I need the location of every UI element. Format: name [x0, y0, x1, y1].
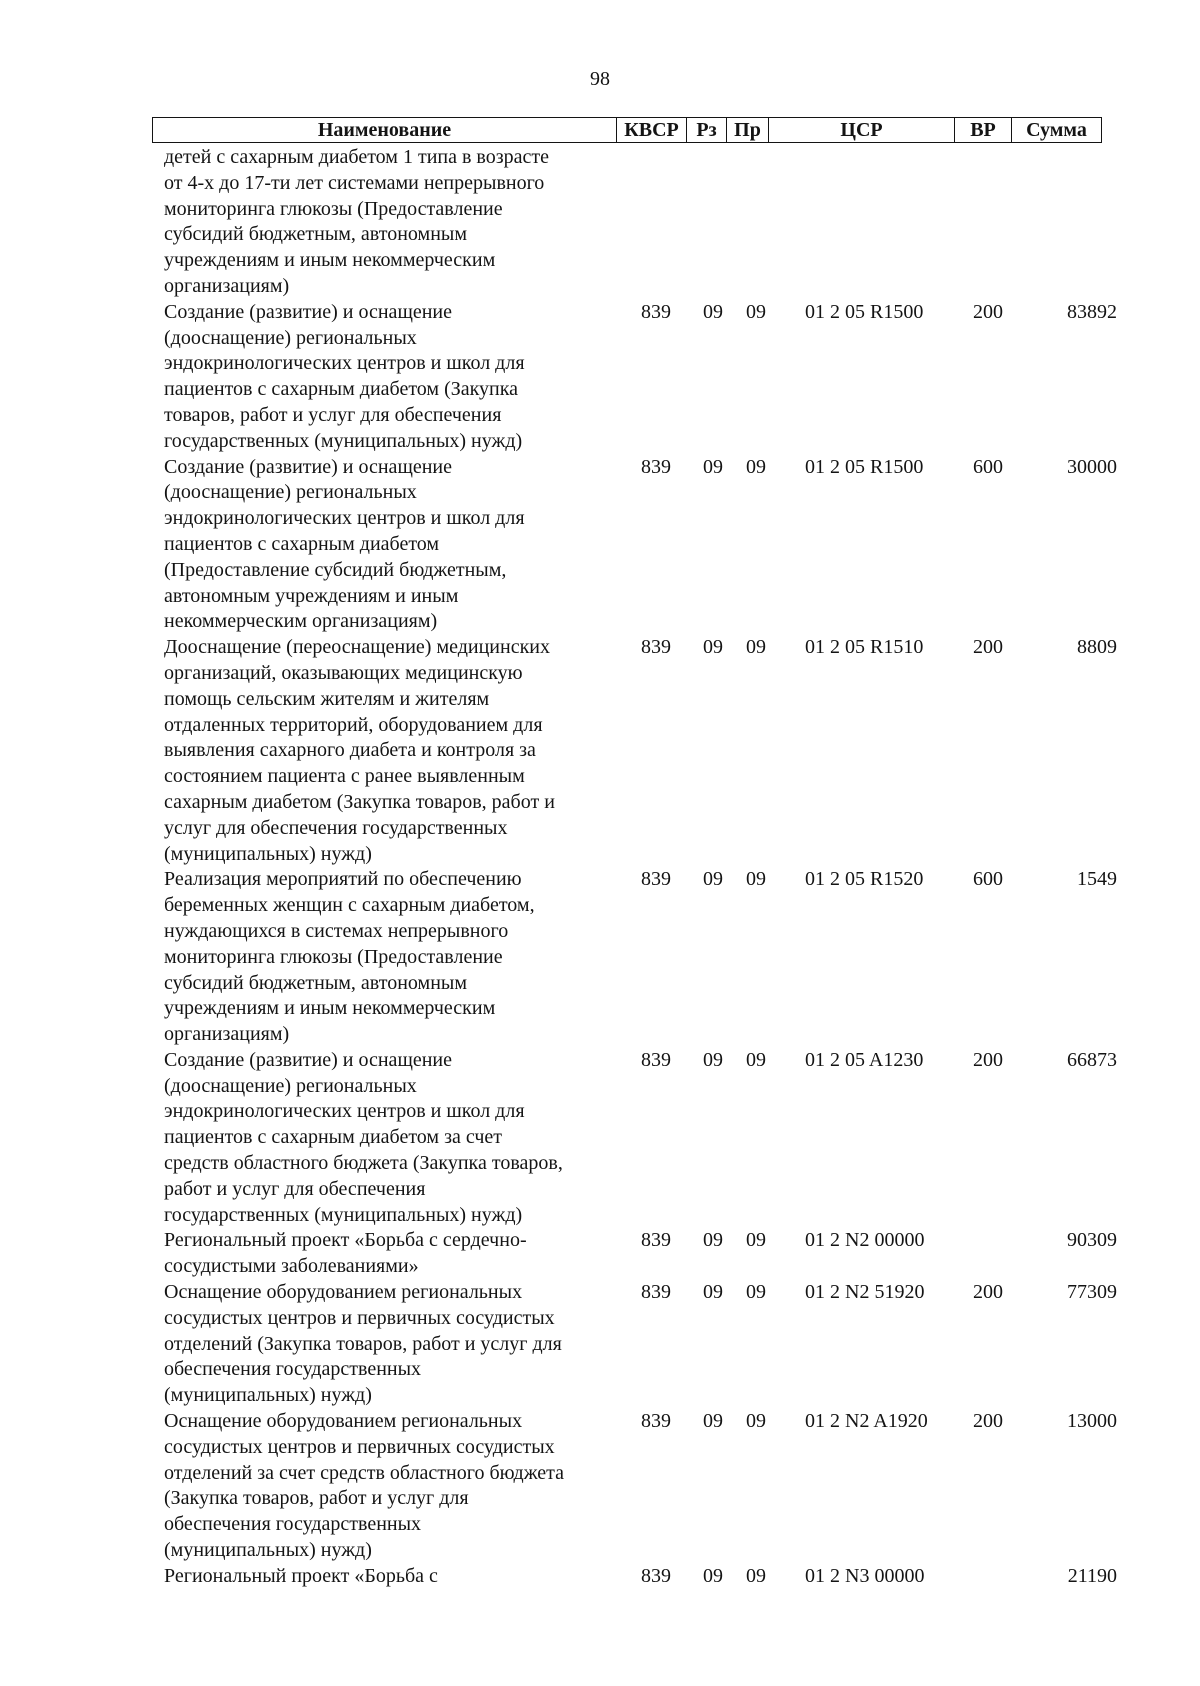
row-sum: 90309 — [1067, 1229, 1117, 1252]
row-rz: 09 — [703, 1564, 723, 1587]
table-row — [0, 635, 1200, 867]
row-sum: 30000 — [1067, 455, 1117, 478]
row-sum: 83892 — [1067, 300, 1117, 323]
row-pr: 09 — [746, 300, 766, 323]
row-rz: 09 — [703, 1229, 723, 1252]
row-name: Создание (развитие) и оснащение (дооснащение) региональных эндокринологических центров и школ для пациентов с сахарным диабетом (Предоставление субсидий бюджетным, автономным учреждениям и иным некоммерческим организациям) — [164, 455, 525, 633]
row-name: Оснащение оборудованием региональных сосудистых центров и первичных сосудистых отделений за счет средств областного бюджета (Закупка товаров, работ и услуг для обеспечения государственных (муниципальных) нужд) — [164, 1410, 565, 1562]
row-vr: 600 — [973, 455, 1003, 478]
row-sum: 1549 — [1077, 868, 1117, 891]
row-pr: 09 — [746, 868, 766, 891]
header-pr: Пр — [727, 118, 769, 142]
row-pr: 09 — [746, 1281, 766, 1304]
row-csr: 01 2 05 R1520 — [805, 868, 924, 891]
table-row — [0, 867, 1200, 1048]
row-csr: 01 2 05 R1500 — [805, 300, 924, 323]
row-vr: 600 — [973, 868, 1003, 891]
page-number: 98 — [590, 68, 610, 90]
row-kvsr: 839 — [641, 455, 671, 478]
row-rz: 09 — [703, 868, 723, 891]
row-name: Дооснащение (переоснащение) медицинских организаций, оказывающих медицинскую помощь сельским жителям и жителям отдаленных территорий, оборудованием для выявления сахарного диабета и контроля за состоянием пациента с ранее выявленным сахарным диабетом (Закупка товаров, работ и услуг для обеспечения государственных (муниципальных) нужд) — [164, 636, 555, 865]
header-vr: ВР — [955, 118, 1012, 142]
row-pr: 09 — [746, 636, 766, 659]
table-row — [0, 1048, 1200, 1229]
row-name: Создание (развитие) и оснащение (дооснащение) региональных эндокринологических центров и школ для пациентов с сахарным диабетом за счет средств областного бюджета (Закупка товаров, работ и услуг для обеспечения государственных (муниципальных) нужд) — [164, 1048, 563, 1226]
row-kvsr: 839 — [641, 1564, 671, 1587]
table-header — [152, 117, 1102, 143]
row-sum: 77309 — [1067, 1281, 1117, 1304]
row-pr: 09 — [746, 1048, 766, 1071]
row-csr: 01 2 05 R1510 — [805, 636, 924, 659]
row-sum: 8809 — [1077, 636, 1117, 659]
row-vr: 200 — [973, 1410, 1003, 1433]
header-sum: Сумма — [1026, 119, 1087, 141]
row-rz: 09 — [703, 1048, 723, 1071]
row-rz: 09 — [703, 636, 723, 659]
table-row — [0, 1564, 1200, 1590]
row-pr: 09 — [746, 1229, 766, 1252]
table-body — [0, 145, 1200, 1590]
row-csr: 01 2 N2 51920 — [805, 1281, 925, 1304]
header-csr: ЦСР — [769, 118, 955, 142]
row-name: Оснащение оборудованием региональных сосудистых центров и первичных сосудистых отделений (Закупка товаров, работ и услуг для обеспечения государственных (муниципальных) нужд) — [164, 1281, 562, 1407]
table-row — [0, 1280, 1200, 1409]
row-name: Создание (развитие) и оснащение (дооснащение) региональных эндокринологических центров и школ для пациентов с сахарным диабетом (Закупка товаров, работ и услуг для обеспечения государственных (муниципальных) нужд) — [164, 300, 525, 452]
row-csr: 01 2 05 R1500 — [805, 455, 924, 478]
row-csr: 01 2 N2 00000 — [805, 1229, 925, 1252]
row-rz: 09 — [703, 1281, 723, 1304]
row-vr: 200 — [973, 636, 1003, 659]
row-name: Региональный проект «Борьба с сердечно- сосудистыми заболеваниями» — [164, 1229, 527, 1278]
row-kvsr: 839 — [641, 1229, 671, 1252]
row-kvsr: 839 — [641, 1410, 671, 1433]
table-row — [0, 1409, 1200, 1564]
header-name: Наименование — [153, 118, 617, 142]
header-rz: Рз — [687, 118, 727, 142]
row-vr: 200 — [973, 300, 1003, 323]
row-pr: 09 — [746, 1410, 766, 1433]
table-row — [0, 145, 1200, 300]
row-rz: 09 — [703, 455, 723, 478]
row-name: Региональный проект «Борьба с — [164, 1564, 438, 1587]
row-sum: 21190 — [1067, 1564, 1117, 1587]
row-csr: 01 2 N2 A1920 — [805, 1410, 928, 1433]
row-pr: 09 — [746, 455, 766, 478]
row-kvsr: 839 — [641, 1281, 671, 1304]
row-vr: 200 — [973, 1281, 1003, 1304]
row-vr: 200 — [973, 1048, 1003, 1071]
row-sum: 66873 — [1067, 1048, 1117, 1071]
row-rz: 09 — [703, 1410, 723, 1433]
table-row — [0, 300, 1200, 455]
row-pr: 09 — [746, 1564, 766, 1587]
row-csr: 01 2 N3 00000 — [805, 1564, 925, 1587]
row-name: детей с сахарным диабетом 1 типа в возрасте от 4-х до 17-ти лет системами непрерывного мониторинга глюкозы (Предоставление субсидий бюджетным, автономным учреждениям и иным некоммерческим организациям) — [164, 146, 549, 297]
header-kvsr: КВСР — [617, 118, 687, 142]
row-kvsr: 839 — [641, 868, 671, 891]
row-kvsr: 839 — [641, 300, 671, 323]
row-name: Реализация мероприятий по обеспечению беременных женщин с сахарным диабетом, нуждающихся в системах непрерывного мониторинга глюкозы (Предоставление субсидий бюджетным, автономным учреждениям и иным некоммерческим организациям) — [164, 868, 535, 1046]
table-row — [0, 455, 1200, 636]
row-sum: 13000 — [1067, 1410, 1117, 1433]
row-kvsr: 839 — [641, 1048, 671, 1071]
row-csr: 01 2 05 A1230 — [805, 1048, 924, 1071]
table-row — [0, 1228, 1200, 1280]
row-rz: 09 — [703, 300, 723, 323]
row-kvsr: 839 — [641, 636, 671, 659]
